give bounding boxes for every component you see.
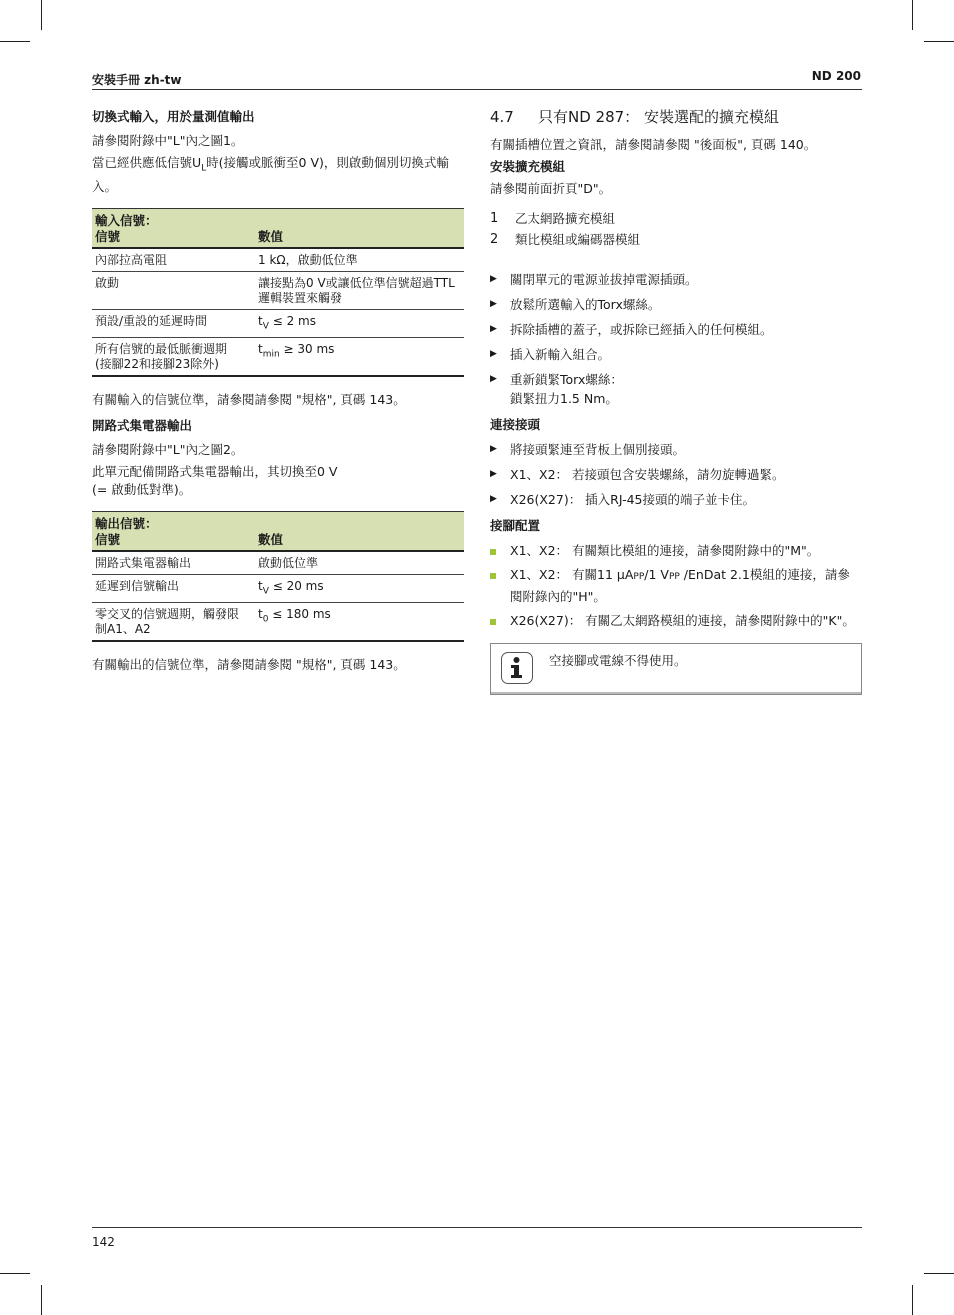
- section-title-text: 只有ND 287： 安裝選配的擴充模組: [538, 108, 779, 126]
- install-steps: [490, 270, 862, 408]
- info-icon: [501, 652, 533, 684]
- text: 當已經供應低信號U: [92, 155, 202, 170]
- connect-heading: 連接接頭: [490, 417, 541, 432]
- triangle-bullet-icon: ▶: [490, 494, 497, 504]
- subscript: V: [262, 586, 269, 597]
- crop-mark: [912, 1285, 913, 1315]
- text: 鎖緊扭力1.5 Nm。: [510, 391, 618, 406]
- subscript: L: [201, 163, 207, 174]
- module-numbered-list: [490, 208, 862, 250]
- subscript: 0: [262, 614, 269, 625]
- left-column: [92, 108, 464, 678]
- connect-steps: [490, 440, 862, 509]
- subscript: PP: [668, 572, 680, 582]
- subscript: PP: [633, 572, 645, 582]
- paragraph: 請參閱附錄中"L"內之圖2。: [92, 441, 244, 457]
- slot-info-paragraph: 有關插槽位置之資訊，請參閱請參閱 "後面板", 頁碼 140。: [490, 137, 817, 152]
- list-text: X26(X27)： 有關乙太網路模組的連接，請參閱附錄中的"K"。: [510, 613, 855, 628]
- header-text: 信號: [95, 531, 121, 547]
- crop-mark: [0, 1273, 30, 1274]
- header-divider: [92, 89, 862, 90]
- text: t: [258, 578, 263, 593]
- table-row: [92, 248, 464, 272]
- triangle-bullet-icon: ▶: [490, 444, 497, 454]
- output-level-note: 有關輸出的信號位準，請參閱請參閱 "規格", 頁碼 143。: [92, 657, 406, 673]
- page-number: 142: [92, 1235, 115, 1249]
- list-text: 關閉單元的電源並拔掉電源插頭。: [510, 272, 698, 287]
- install-module-heading: 安裝擴充模組: [490, 159, 566, 174]
- list-item: [490, 611, 862, 631]
- triangle-bullet-icon: ▶: [490, 324, 497, 334]
- table-cell: [255, 337, 464, 376]
- table-cell: 延遲到信號輸出: [92, 574, 255, 602]
- table-cell: [255, 574, 464, 602]
- list-item: [490, 295, 862, 314]
- list-text: 放鬆所選輸入的Torx螺絲。: [510, 297, 661, 312]
- triangle-bullet-icon: ▶: [490, 299, 497, 309]
- text: ≤ 180 ms: [268, 607, 331, 622]
- text: ≥ 30 ms: [279, 341, 335, 356]
- paragraph: 請參閱附錄中"L"內之圖1。: [92, 133, 244, 148]
- triangle-bullet-icon: ▶: [490, 469, 497, 479]
- info-icon-glyph: [502, 653, 531, 682]
- list-item: [490, 229, 862, 250]
- list-text: 乙太網路擴充模組: [515, 211, 616, 226]
- crop-mark: [924, 1273, 954, 1274]
- input-level-note: 有關輸入的信號位準，請參閱請參閱 "規格", 頁碼 143。: [92, 391, 406, 407]
- footer-divider: [92, 1227, 862, 1228]
- paragraph: [92, 154, 464, 196]
- input-signal-table: [92, 208, 464, 377]
- open-collector-heading: 開路式集電器輸出: [92, 417, 193, 433]
- text: 此單元配備開路式集電器輸出，其切換至0 V: [92, 463, 338, 479]
- triangle-bullet-icon: ▶: [490, 374, 497, 384]
- list-item: [490, 208, 862, 229]
- list-item: [490, 320, 862, 339]
- header-manual-title: 安裝手冊 zh-tw: [92, 73, 182, 87]
- list-item: [490, 270, 862, 289]
- output-signal-table: [92, 511, 464, 642]
- list-number: 2: [490, 232, 499, 247]
- list-text: 插入新輸入組合。: [510, 347, 611, 362]
- table-header-value: 數值: [255, 208, 464, 248]
- list-text: X26(X27)： 插入RJ-45接頭的端子並卡住。: [510, 492, 756, 507]
- list-text: [510, 565, 862, 607]
- text: /1 V: [644, 567, 669, 582]
- header-text: 輸出信號：: [95, 515, 158, 531]
- switching-inputs-heading: 切換式輸入，用於量測值輸出: [92, 109, 255, 124]
- list-text: [510, 370, 623, 408]
- table-row: [92, 551, 464, 575]
- subscript: min: [262, 349, 280, 360]
- table-cell: 所有信號的最低脈衝週期(接腳22和接腳23除外): [92, 337, 255, 376]
- table-cell: 1 kΩ，啟動低位準: [255, 248, 464, 272]
- table-cell: 啟動: [92, 271, 255, 309]
- text: ≤ 2 ms: [268, 313, 316, 328]
- info-note-box: [490, 643, 862, 695]
- crop-mark: [924, 41, 954, 42]
- table-row: [92, 309, 464, 337]
- right-column: [490, 108, 862, 695]
- table-row: [92, 337, 464, 376]
- table-cell: 開路式集電器輸出: [92, 551, 255, 575]
- square-bullet-icon: [490, 611, 510, 631]
- crop-mark: [0, 41, 30, 42]
- crop-mark: [912, 0, 913, 30]
- list-item: [490, 370, 862, 408]
- list-text: X1、X2： 有關類比模組的連接，請參閱附錄中的"M"。: [510, 543, 820, 558]
- square-bullet-icon: [490, 541, 510, 561]
- list-text: X1、X2： 若接頭包含安裝螺絲，請勿旋轉過緊。: [510, 467, 785, 482]
- section-number: 4.7: [490, 108, 514, 126]
- table-cell: [255, 309, 464, 337]
- table-cell: 讓接點為0 V或讓低位準信號超過TTL邏輯裝置來觸發: [255, 271, 464, 309]
- text: ≤ 20 ms: [268, 578, 324, 593]
- square-bullet-icon: [490, 565, 510, 607]
- table-header-signal: [92, 511, 255, 551]
- table-header-signal: [92, 208, 255, 248]
- triangle-bullet-icon: ▶: [490, 349, 497, 359]
- table-row: [92, 574, 464, 602]
- list-item: [490, 490, 862, 509]
- crop-mark: [41, 1285, 42, 1315]
- subscript: V: [262, 320, 269, 331]
- list-item: [490, 565, 862, 607]
- list-text: 類比模組或編碼器模組: [515, 232, 641, 247]
- table-cell: 內部拉高電阻: [92, 248, 255, 272]
- table-cell: 零交叉的信號週期，觸發限制A1、A2: [92, 603, 255, 642]
- list-number: 1: [490, 211, 499, 226]
- list-text: 拆除插槽的蓋子，或拆除已經插入的任何模組。: [510, 322, 773, 337]
- text: (= 啟動低對準)。: [92, 481, 192, 497]
- table-cell: [255, 603, 464, 642]
- text: t: [258, 607, 263, 622]
- table-cell: 預設/重設的延遲時間: [92, 309, 255, 337]
- table-header-value: 數值: [255, 511, 464, 551]
- pin-layout-heading: 接腳配置: [490, 518, 541, 533]
- text: t: [258, 313, 263, 328]
- list-item: [490, 440, 862, 459]
- list-text: 將接頭緊連至背板上個別接頭。: [510, 442, 686, 457]
- header-text: 信號: [95, 228, 121, 244]
- text: /EnDat 2.1模組的連接，請參閱附錄內的"H"。: [510, 567, 850, 604]
- info-note-text: 空接腳或電線不得使用。: [549, 653, 687, 668]
- triangle-bullet-icon: ▶: [490, 274, 497, 284]
- text: X1、X2： 有關11 µA: [510, 567, 634, 582]
- pin-list: [490, 541, 862, 631]
- section-title: [490, 108, 862, 126]
- crop-mark: [41, 0, 42, 30]
- header-text: 輸入信號：: [95, 212, 158, 228]
- list-item: [490, 345, 862, 364]
- paragraph: 請參閱前面折頁"D"。: [490, 181, 612, 196]
- table-row: [92, 271, 464, 309]
- list-item: [490, 541, 862, 561]
- text: 時(接觸或脈衝至0 V)，則啟動個別切換式輸入。: [92, 155, 449, 194]
- list-item: [490, 465, 862, 484]
- text: 重新鎖緊Torx螺絲：: [510, 372, 623, 387]
- paragraph: [92, 463, 464, 499]
- text: t: [258, 341, 263, 356]
- table-row: [92, 603, 464, 642]
- table-cell: 啟動低位準: [255, 551, 464, 575]
- header-product: ND 200: [811, 69, 861, 83]
